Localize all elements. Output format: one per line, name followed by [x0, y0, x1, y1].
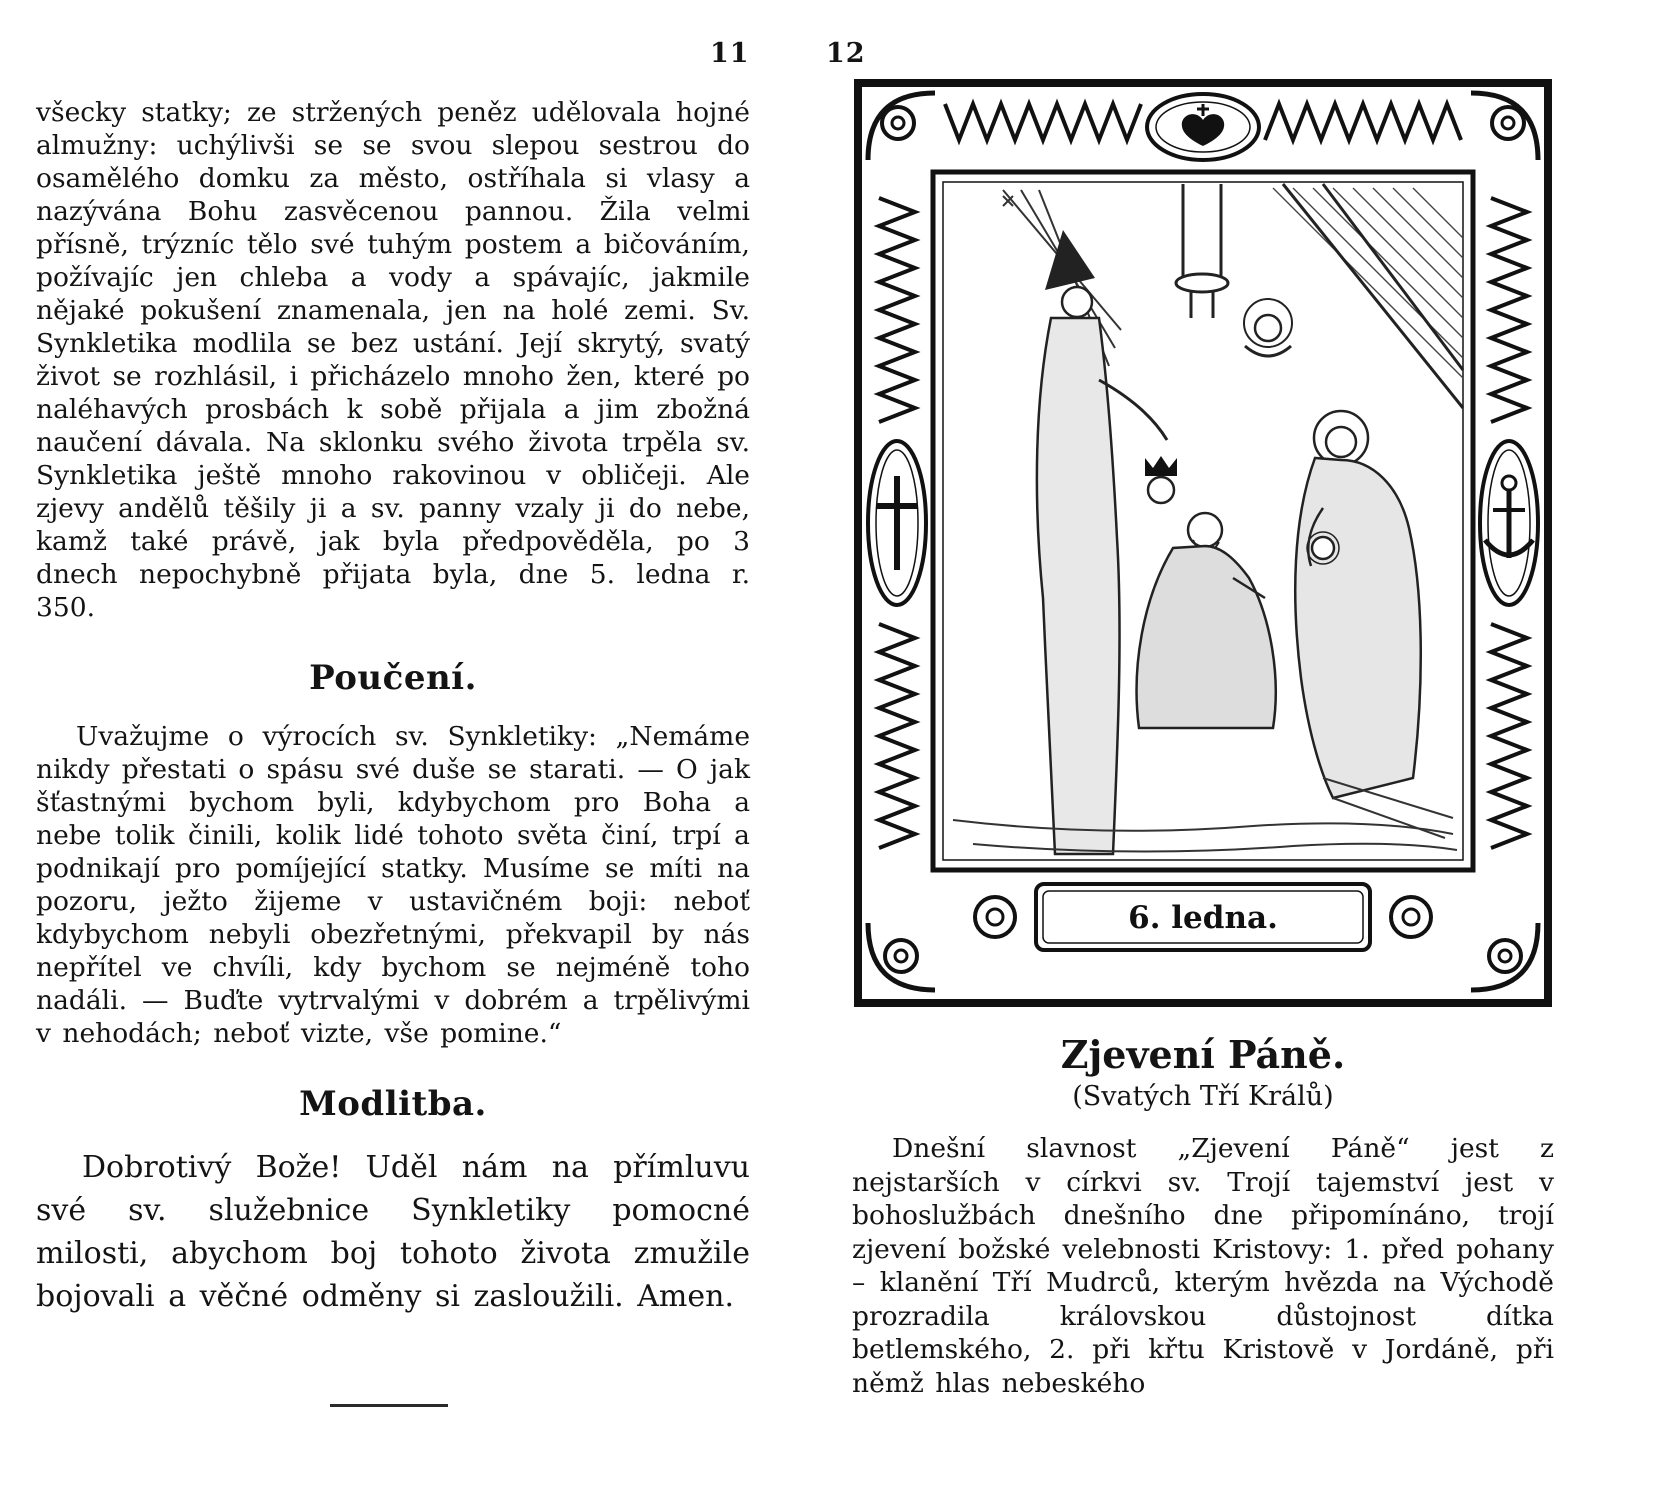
ornate-frame — [853, 78, 1553, 1008]
feast-subheading: (Svatých Tří Králů) — [1072, 1081, 1334, 1112]
right-body-paragraph: Dnešní slavnost „Zjevení Páně“ jest z nejstarších v církvi sv. Trojí tajemství jest v bohoslužbách dnešního dne připomínáno, trojí zjevení božské velebnosti Kristovy: 1. před pohany – klanění Tří Mudrců, kterým hvězda na Východě prozradila královskou důstojnost dítka betlemského, 2. při křtu Kristově v Jordáně, při němž hlas nebeského — [852, 1133, 1554, 1399]
anchor-icon — [1480, 441, 1538, 605]
section-heading-pouceni: Poučení. — [309, 658, 477, 698]
illustration-caption: 6. ledna. — [1128, 900, 1278, 936]
right-page-column — [852, 78, 1554, 1400]
sacred-heart-icon — [1147, 94, 1259, 160]
left-page-column — [36, 96, 750, 1318]
page-number-right: 12 — [826, 38, 866, 69]
section-heading-modlitba: Modlitba. — [299, 1084, 487, 1124]
pouceni-paragraph: Uvažujme o výrocích sv. Synkletiky: „Nemáme nikdy přestati o spásu své duše se starati. — O jak šťastnými bychom byli, kdybychom pro Boha a nebe tolik činili, kolik lidé tohoto světa činí, trpí a podnikají pro pomíjející statky. Musíme se míti na pozoru, ježto žijeme v ustavičném boji: neboť kdybychom nebyli obezřetnými, překvapil by nás nepřítel ve chvíli, kdy bychom se nejméně toho nadáli. — Buďte vytrvalými v dobrém a trpělivými v nehodách; neboť vizte, vše pomine.“ — [36, 721, 750, 1049]
page-number-left: 11 — [710, 38, 750, 69]
modlitba-paragraph: Dobrotivý Bože! Uděl nám na přímluvu své sv. služebnice Synkletiky pomocné milosti, abychom boj tohoto života zmužile bojovali a věčné odměny si zasloužili. Amen. — [36, 1150, 750, 1314]
feast-heading: Zjevení Páně. — [1060, 1032, 1346, 1077]
left-body-paragraph: všecky statky; ze stržených peněz udělovala hojné almužny: uchýlivši se se svou slepou sestrou do osamělého domku za město, ostříhala si vlasy a nazývána Bohu zasvěcenou pannou. Žila velmi přísně, trýzníc tělo své tuhým postem a bičováním, požívajíc jen chleba a vody a spávajíc, jakmile nějaké pokušení znamenala, jen na holé zemi. Sv. Synkletika modlila se bez ustání. Její skrytý, svatý život se rozhlásil, i přicházelo mnoho žen, které po naléhavých prosbách k sobě přijala a jim zbožná naučení dávala. Na sklonku svého života trpěla sv. Synkletika ještě mnoho rakovinou v obličeji. Ale zjevy andělů těšily ji a sv. panny vzaly ji do nebe, kamž také právě, jak byla předpověděla, po 3 dnech nepochybně přijata byla, dne 5. ledna r. 350. — [36, 97, 750, 623]
section-end-divider — [330, 1404, 448, 1407]
cross-icon — [868, 441, 926, 605]
illustration-caption-banner — [975, 884, 1431, 950]
